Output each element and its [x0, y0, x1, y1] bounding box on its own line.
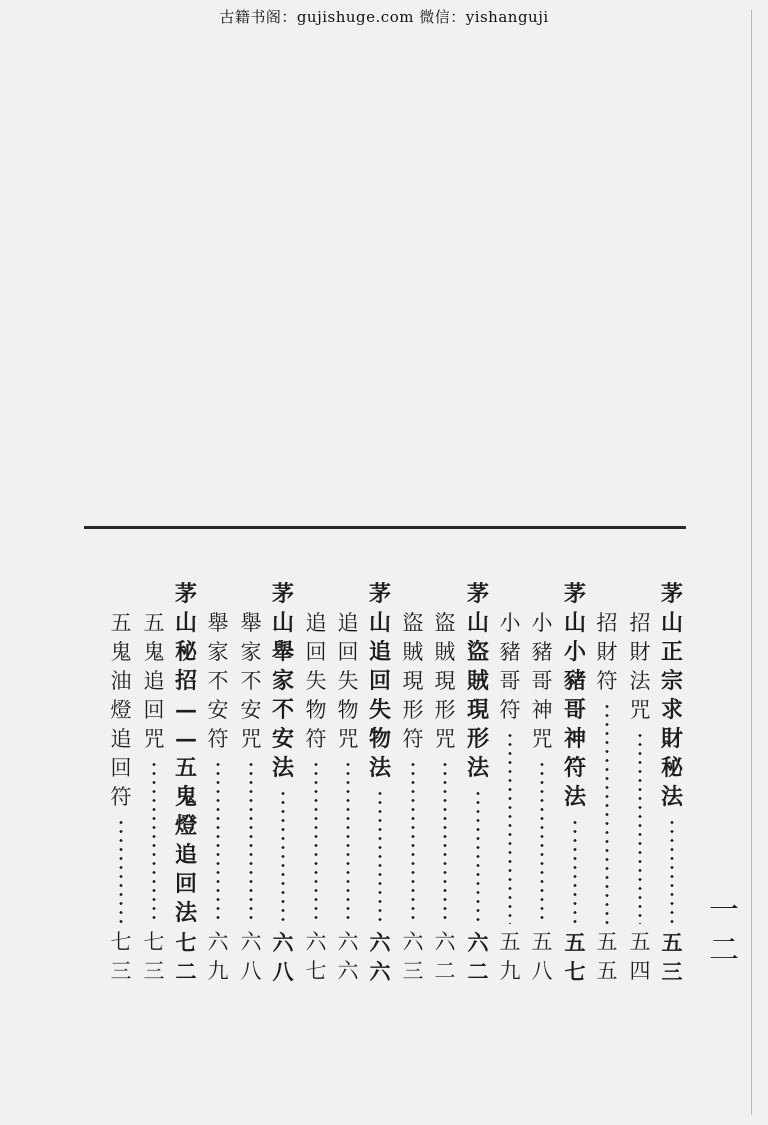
- toc-title-char: 豬: [499, 640, 521, 664]
- toc-entry: [589, 580, 625, 990]
- toc-heading: [654, 580, 690, 990]
- toc-title: [168, 580, 204, 928]
- toc-page-char: 七: [110, 930, 132, 954]
- toc-title-char: 秘: [660, 755, 683, 781]
- toc-title-char: 小: [531, 611, 553, 635]
- toc-title-char: 山: [368, 610, 391, 636]
- toc-page-char: 二: [175, 959, 197, 984]
- toc-page-char: 七: [305, 959, 327, 983]
- toc-entry: [492, 580, 528, 990]
- dot-leader: [670, 818, 674, 924]
- toc-page-char: 六: [240, 930, 262, 954]
- toc-title-char: 燈: [174, 813, 197, 839]
- toc-title-char: 回: [174, 871, 197, 897]
- toc-title-char: 家: [240, 640, 262, 664]
- toc-title-char: 豬: [531, 640, 553, 664]
- toc-title-char: 鬼: [110, 640, 132, 664]
- toc-title-char: 回: [305, 640, 327, 664]
- dot-leader: [249, 760, 253, 924]
- toc-heading: [265, 580, 301, 990]
- toc-page-number: [298, 928, 334, 986]
- toc-title-char: 賊: [434, 640, 456, 664]
- toc-title-char: 正: [660, 639, 683, 665]
- toc-page-char: 二: [467, 959, 489, 984]
- toc-title-char: 追: [368, 639, 391, 665]
- toc-title-char: 安: [207, 698, 229, 722]
- toc-title-char: 法: [466, 755, 489, 781]
- toc-page-char: 九: [207, 959, 229, 983]
- page-number: [706, 893, 742, 976]
- toc-page-char: 五: [661, 930, 683, 955]
- toc-title-char: 法: [271, 755, 294, 781]
- toc-entry: [330, 580, 366, 990]
- toc-title-char: 回: [143, 698, 165, 722]
- toc-title-char: 財: [596, 640, 618, 664]
- toc-title: [362, 580, 398, 783]
- toc-page-char: 六: [402, 930, 424, 954]
- toc-title-char: 失: [368, 697, 391, 723]
- dot-leader: [476, 789, 480, 924]
- page-edge-line: [751, 10, 752, 1115]
- toc-page-char: 四: [629, 959, 651, 983]
- toc-title-char: 符: [110, 785, 132, 809]
- toc-title-char: 物: [305, 698, 327, 722]
- toc-title-char: 盜: [402, 611, 424, 635]
- header-rule: [84, 526, 686, 529]
- dot-leader: [443, 760, 447, 924]
- toc-title-char: 安: [240, 698, 262, 722]
- toc-title-char: 茅: [368, 581, 391, 607]
- dot-leader: [216, 760, 220, 924]
- toc-title-char: 回: [337, 640, 359, 664]
- toc-entry: [298, 580, 334, 990]
- toc-title: [233, 609, 269, 754]
- dot-leader: [605, 702, 609, 924]
- toc-title-char: 賊: [402, 640, 424, 664]
- toc-title-char: 形: [402, 698, 424, 722]
- toc-title: [622, 609, 658, 725]
- toc-page-char: 六: [305, 930, 327, 954]
- toc-title-char: 茅: [660, 581, 683, 607]
- toc-page-number: [362, 928, 398, 986]
- toc-title-char: 現: [402, 669, 424, 693]
- toc-page-char: 九: [499, 959, 521, 983]
- page-number-glyph: 一: [709, 893, 739, 928]
- toc-title-char: 咒: [531, 727, 553, 751]
- toc-title-char: 鬼: [174, 784, 197, 810]
- toc-page-char: 五: [596, 959, 618, 983]
- dot-leader: [638, 731, 642, 924]
- toc-title-char: 不: [271, 697, 294, 723]
- toc-title-char: 求: [660, 697, 683, 723]
- dot-leader: [378, 789, 382, 924]
- toc-title-char: 咒: [629, 698, 651, 722]
- toc-title-char: 秘: [174, 639, 197, 665]
- toc-entry: [103, 580, 139, 990]
- toc-page-number: [589, 928, 625, 986]
- toc-entry: [524, 580, 560, 990]
- toc-title-char: 哥: [563, 697, 586, 723]
- toc-title-char: 盜: [466, 639, 489, 665]
- toc-title: [589, 609, 625, 696]
- toc-title-char: 山: [271, 610, 294, 636]
- toc-title-char: 哥: [499, 669, 521, 693]
- toc-page-char: 二: [434, 959, 456, 983]
- toc-title-char: 五: [174, 755, 197, 781]
- toc-page-number: [557, 928, 593, 986]
- toc-title: [395, 609, 431, 754]
- toc-title: [136, 609, 172, 754]
- toc-title-char: 形: [466, 726, 489, 752]
- toc-title-char: 財: [629, 640, 651, 664]
- toc-title-char: 符: [596, 669, 618, 693]
- toc-title-char: 追: [110, 727, 132, 751]
- toc-title-char: —: [175, 726, 197, 752]
- toc-page-number: [136, 928, 172, 986]
- dot-leader: [411, 760, 415, 924]
- toc-title-char: 現: [434, 669, 456, 693]
- dot-leader: [346, 760, 350, 924]
- dot-leader: [540, 760, 544, 924]
- toc-title: [330, 609, 366, 754]
- toc-page-char: 三: [661, 959, 683, 984]
- toc-title-char: 不: [240, 669, 262, 693]
- toc-page-char: 八: [240, 959, 262, 983]
- toc-page-number: [200, 928, 236, 986]
- toc-title-char: 豬: [563, 668, 586, 694]
- toc-title-char: 小: [499, 611, 521, 635]
- toc-title-char: 招: [596, 611, 618, 635]
- toc-title: [298, 609, 334, 754]
- toc-title-char: 盜: [434, 611, 456, 635]
- toc-entry: [233, 580, 269, 990]
- toc-title-char: 符: [563, 755, 586, 781]
- toc-title-char: 哥: [531, 669, 553, 693]
- toc-page-char: 七: [175, 930, 197, 955]
- toc-title-char: 形: [434, 698, 456, 722]
- toc-title-char: 燈: [110, 698, 132, 722]
- toc-page-char: 五: [596, 930, 618, 954]
- toc-page-char: 五: [564, 930, 586, 955]
- toc-title-char: 不: [207, 669, 229, 693]
- toc-page-char: 三: [110, 959, 132, 983]
- toc-page-char: 五: [531, 930, 553, 954]
- toc-page-char: 六: [207, 930, 229, 954]
- toc-page-char: 八: [531, 959, 553, 983]
- dot-leader: [152, 760, 156, 924]
- toc-page-char: 八: [272, 959, 294, 984]
- toc-title-char: 物: [368, 726, 391, 752]
- toc-entry: [622, 580, 658, 990]
- toc-title: [460, 580, 496, 783]
- toc-title-char: 符: [402, 727, 424, 751]
- toc-title-char: 家: [207, 640, 229, 664]
- toc-title-char: 茅: [563, 581, 586, 607]
- toc-title-char: 財: [660, 726, 683, 752]
- toc-page-char: 五: [629, 930, 651, 954]
- toc-heading: [168, 580, 204, 990]
- toc-title: [524, 609, 560, 754]
- dot-leader: [314, 760, 318, 924]
- toc-title-char: 法: [563, 784, 586, 810]
- toc-title-char: 追: [305, 611, 327, 635]
- toc-page-char: 六: [272, 930, 294, 955]
- toc-title-char: 法: [629, 669, 651, 693]
- toc-title: [492, 609, 528, 725]
- toc-page-number: [492, 928, 528, 986]
- toc-title-char: 法: [660, 784, 683, 810]
- toc-title-char: 物: [337, 698, 359, 722]
- toc-entry: [427, 580, 463, 990]
- toc-entry: [395, 580, 431, 990]
- page-number-glyph: 二: [709, 933, 739, 968]
- toc-page-char: 六: [337, 959, 359, 983]
- toc-title-char: 安: [271, 726, 294, 752]
- toc-title: [103, 609, 139, 812]
- toc-title-char: 五: [110, 611, 132, 635]
- toc-title-char: 咒: [240, 727, 262, 751]
- toc-title-char: 咒: [434, 727, 456, 751]
- toc-title-char: 符: [305, 727, 327, 751]
- toc-title: [427, 609, 463, 754]
- toc-title-char: 油: [110, 669, 132, 693]
- toc-heading: [460, 580, 496, 990]
- dot-leader: [508, 731, 512, 924]
- toc-title-char: 法: [174, 900, 197, 926]
- toc-title-char: —: [175, 697, 197, 723]
- toc-page-number: [168, 928, 204, 986]
- toc-title-char: 咒: [337, 727, 359, 751]
- toc-title-char: 山: [660, 610, 683, 636]
- toc-title-char: 山: [466, 610, 489, 636]
- toc-title-char: 茅: [466, 581, 489, 607]
- toc-title: [654, 580, 690, 812]
- toc-page-number: [427, 928, 463, 986]
- toc-title-char: 符: [499, 698, 521, 722]
- toc-title-char: 宗: [660, 668, 683, 694]
- toc-heading: [362, 580, 398, 990]
- toc-title: [557, 580, 593, 812]
- toc-page-char: 六: [467, 930, 489, 955]
- toc-title-char: 追: [143, 669, 165, 693]
- toc-page-number: [265, 928, 301, 986]
- toc-page-char: 六: [369, 930, 391, 955]
- toc-title-char: 現: [466, 697, 489, 723]
- toc-page-number: [524, 928, 560, 986]
- toc-title-char: 追: [174, 842, 197, 868]
- toc-page-char: 三: [143, 959, 165, 983]
- toc-title-char: 家: [271, 668, 294, 694]
- toc-page-char: 六: [434, 930, 456, 954]
- toc-title-char: 回: [110, 756, 132, 780]
- toc-title: [200, 609, 236, 754]
- toc-title-char: 咒: [143, 727, 165, 751]
- toc-title-char: 鬼: [143, 640, 165, 664]
- toc-page-char: 七: [143, 930, 165, 954]
- toc-title-char: 回: [368, 668, 391, 694]
- toc-title-char: 法: [368, 755, 391, 781]
- toc-title-char: 神: [531, 698, 553, 722]
- toc-entry: [136, 580, 172, 990]
- dot-leader: [573, 818, 577, 924]
- toc-page-number: [654, 928, 690, 986]
- toc-title-char: 追: [337, 611, 359, 635]
- toc-page-char: 五: [499, 930, 521, 954]
- toc-page-number: [103, 928, 139, 986]
- toc-title-char: 招: [174, 668, 197, 694]
- toc-title-char: 茅: [174, 581, 197, 607]
- toc-title-char: 舉: [240, 611, 262, 635]
- toc-title-char: 舉: [207, 611, 229, 635]
- toc-page-number: [233, 928, 269, 986]
- toc-page-char: 三: [402, 959, 424, 983]
- toc-title-char: 茅: [271, 581, 294, 607]
- toc-heading: [557, 580, 593, 990]
- toc-title-char: 失: [305, 669, 327, 693]
- toc-title-char: 五: [143, 611, 165, 635]
- toc-page-char: 六: [337, 930, 359, 954]
- watermark-text: 古籍书阁：gujishuge.com 微信：yishanguji: [219, 8, 549, 26]
- toc-page-number: [395, 928, 431, 986]
- toc-page-number: [330, 928, 366, 986]
- toc-title: [265, 580, 301, 783]
- toc-page-char: 六: [369, 959, 391, 984]
- toc-page-number: [460, 928, 496, 986]
- toc-title-char: 山: [563, 610, 586, 636]
- toc-title-char: 小: [563, 639, 586, 665]
- dot-leader: [281, 789, 285, 924]
- toc-title-char: 賊: [466, 668, 489, 694]
- toc-title-char: 招: [629, 611, 651, 635]
- toc-entry: [200, 580, 236, 990]
- toc-title-char: 舉: [271, 639, 294, 665]
- toc-title-char: 符: [207, 727, 229, 751]
- toc-title-char: 失: [337, 669, 359, 693]
- toc-title-char: 神: [563, 726, 586, 752]
- toc-page-number: [622, 928, 658, 986]
- toc-title-char: 山: [174, 610, 197, 636]
- toc-page-char: 七: [564, 959, 586, 984]
- dot-leader: [119, 818, 123, 924]
